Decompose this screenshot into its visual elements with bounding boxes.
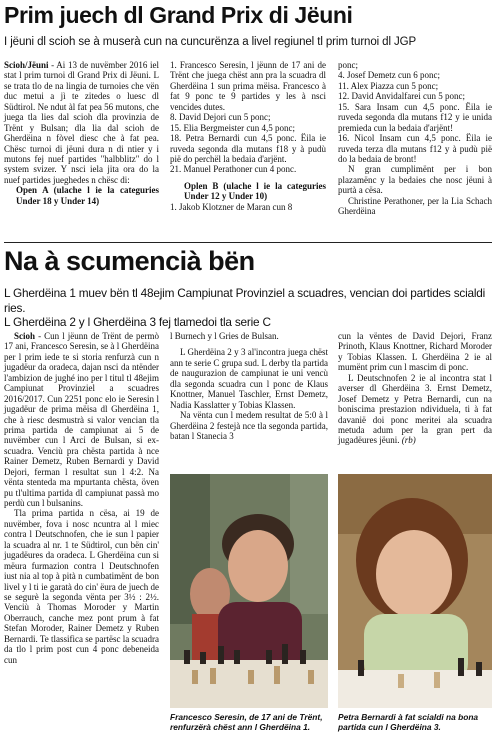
article1-result: 4. Josef Demetz cun 6 ponc;: [338, 70, 440, 81]
article1-result: 15. Elia Bergmeister cun 4,5 ponc;: [170, 122, 296, 133]
article1-category-b: Oplen B (ulache l ie la categuries Under 12 y Under 10): [184, 180, 326, 202]
article2-signature: (rb): [401, 435, 416, 446]
article2-paragraph: cun la vëntes de David Dejori, Franz Prinoth, Klaus Knottner, Richard Moroder y Tobias Klassen. L Gherdëina 2 ie al mumënt prim cun l mascim di ponc.: [338, 331, 492, 373]
article2-column-2: [170, 331, 328, 441]
article1-winner-a: 1. Francesco Seresin, l jëunn de 17 ani de Trënt che juega chëst ann pra la scuadra dl Gherdëina 1 sun prima mëisa. Francesco à fat 9 ponc te 9 partides y les à nsci vencides dutes.: [170, 60, 326, 112]
section-divider: [4, 242, 492, 243]
article2-paragraph: l Burnech y l Gries de Bulsan.: [170, 331, 279, 341]
article2-column-1: [4, 331, 159, 665]
photo-chess-player-girl: [338, 474, 492, 708]
article1-result: 16. Nicol Insam cun 4,5 ponc. Ëila ie ruveda terza dla mutans f12 y à pudù pië do la bedaia de bront!: [338, 133, 492, 164]
article1-result: 12. David Anvidalfarei cun 5 ponc;: [338, 91, 465, 102]
article2-subheadline-line2: L Gherdëina 2 y l Gherdëina 3 fej tlamedoi tla serie C: [4, 315, 271, 330]
article2-subheadline-line1: L Gherdëina 1 muev bën tl 48ejim Campiunat Provinziel a scuadres, vencian doi partides scialdi ries.: [4, 286, 486, 315]
article1-column-1: [4, 60, 159, 206]
article2-headline: Na à scumencià bën: [4, 246, 255, 276]
article1-result: 18. Petra Bernardi cun 4,5 ponc. Ëila ie ruveda segonda dla mutans f18 y à pudù pië do perchël la bedaia d'arjënt.: [170, 133, 326, 164]
article1-body: - Ai 13 de nuvëmber 2016 iel stat l prim turnoi dl Grand Prix di Jëuni. L se trata tlo de na lingia de turnoies che vën duc metui a jì te zitedes o luesc dl Südtirol. Ne ndut àl fat pea 56 mutons, che juega tla lies dal scioh dla provinzia de Trënt y Bulsan; dla lia dal scioh de Gherdëina n fòvel diesc che à fat pea. Chësc turnoi di jëuni dura n di ntier y i mutons fej nuef partides "halbblitz" do l system svizer. Y nsci iela jita ora do la nuef partides jueghedes n chësc di:: [4, 60, 159, 185]
article2-subheadline: [4, 286, 496, 330]
article2-column-3: [338, 331, 492, 446]
article2-body: - Cun l jëunn de Trënt de permò 17 ani, Francesco Seresin, se à l Gherdëina per l prim iede te si storia renfurzà cun n jugadëur da oradeca, dajan nsci da ntënder l'ambizion de jughé ino per l titul tl 48ejim Campiunat Provinziel a scuadres 2016/2017. Cun 2251 ponc elo ie Seresin l jugadëur de prima mëisa dl Gherdëina 1, che à riesc desmustrà si valor vencian tla prima partida de campiunat ai 5 de nuvëmber cun l Arci de Bulsan, si ex-scuadra. Venciù pra chësta partida à nce Rainer Demetz, Ruben Bernardi y David Dejori, ferman l resultat sun l 4:2. Na vënta stenteda ma mpurtanta chësta, öven pu tl'ultima partida dl campiunat passà mo perdù cun l bulsanins.: [4, 331, 159, 508]
article2-dateline: Scioh: [14, 331, 36, 341]
article2-paragraph: [4, 331, 159, 508]
article1-result: 21. Manuel Perathoner cun 4 ponc.: [170, 164, 297, 175]
article2-paragraph: Na vënta cun l medem resultat de 5:0 à l Gherdëina 2 festejà nce tla segonda partida, batan l Stanecia 3: [170, 410, 328, 441]
photo-francesco-seresin: [170, 474, 328, 708]
photo-caption-2: Petra Bernardi à fat scialdi na bona partida cun l Gherdëina 3.: [338, 712, 479, 733]
article1-category-a: Open A (ulache l ie la categuries Under 18 y Under 14): [16, 185, 159, 206]
article2-paragraph: [338, 373, 492, 446]
article2-body: L Deutschnofen 2 ie al incontra stat l averser dl Gherdëina 3. Ernst Demetz, Josef Demetz y Petra Bernardi, cun na boniscima prestazion ndividuela, ti à fat davanië doi ponc meritei ala scuadra metuda adum per la gran pert da jugadëures jëuni.: [338, 372, 492, 446]
article1-closing: N gran cumplimënt per i bon plazamënc y la bedaies che nosc jëuni à purtà a cësa.: [338, 164, 492, 196]
article1-winner-b: 1. Jakob Klotzner de Maran cun 8: [170, 201, 293, 212]
article1-headline: Prim juech dl Grand Prix di Jëuni: [4, 2, 353, 28]
article1-column-3: [338, 60, 492, 217]
article1-subheadline: I jëuni dl scioh se à muserà cun na cuncurënza a livel regiunel tl prim turnoi dl JGP: [4, 36, 417, 48]
article1-result: 15. Sara Insam cun 4,5 ponc. Ëila ie ruveda segonda dla mutans f12 y ie unida premieda cun la bedaia d'arjënt!: [338, 101, 492, 133]
photo-petra-bernardi: [338, 474, 492, 708]
article1-author: Christine Perathoner, per la Lia Schach Gherdëina: [338, 195, 492, 217]
photo-chess-player-boy: [170, 474, 328, 708]
article2-paragraph: Tla prima partida n cësa, ai 19 de nuvëmber, fova i nosc ncuntra al l miec contra l Deutschnofen, che ie sun l papier la scuadra al nr. 1 te Südtirol, cun bën cin' jugadëures da oradeca. L Gherdëina cun si mëura furmazion contra l Deutschnofen iust nia al top à pità n cumbatimënt de bon livel y l ti ie garatà do cin' ëura de juech de se segurè la segonda vënta per 3½ : 2½. Venciù à Thomas Moroder y Martin Oberrauch, canche mez pont prum à fat Stefan Moroder, Rainer Demetz y Ruben Bernardi. Te tlassifica se partësc la scuadra da tlo l prim post cun 4 ponc debeneida cun: [4, 508, 159, 665]
article1-result: 8. David Dejori cun 5 ponc;: [170, 112, 271, 123]
article1-column-2: [170, 60, 326, 212]
article1-intro: [4, 60, 159, 185]
article1-dateline: Scioh/Jëuni: [4, 60, 49, 70]
article2-paragraph: L Gherdëina 2 y 3 al'incontra juega chëst ann te serie C grupa sud. L derby tla partida de naugurazion de campiunat ie uni vencù dla segonda scuadra cun l ponc de Klaus Knottner, Manuel Taschler, Ernst Demetz, Nadia Kasslatter y Tobias Klassen.: [170, 347, 328, 410]
article1-result: 11. Alex Piazza cun 5 ponc;: [338, 80, 439, 91]
article1-result: ponc;: [338, 60, 358, 70]
photo-caption-1: Francesco Seresin, de 17 ani de Trënt, renfurzërà chëst ann l Gherdëina 1.: [170, 712, 323, 733]
